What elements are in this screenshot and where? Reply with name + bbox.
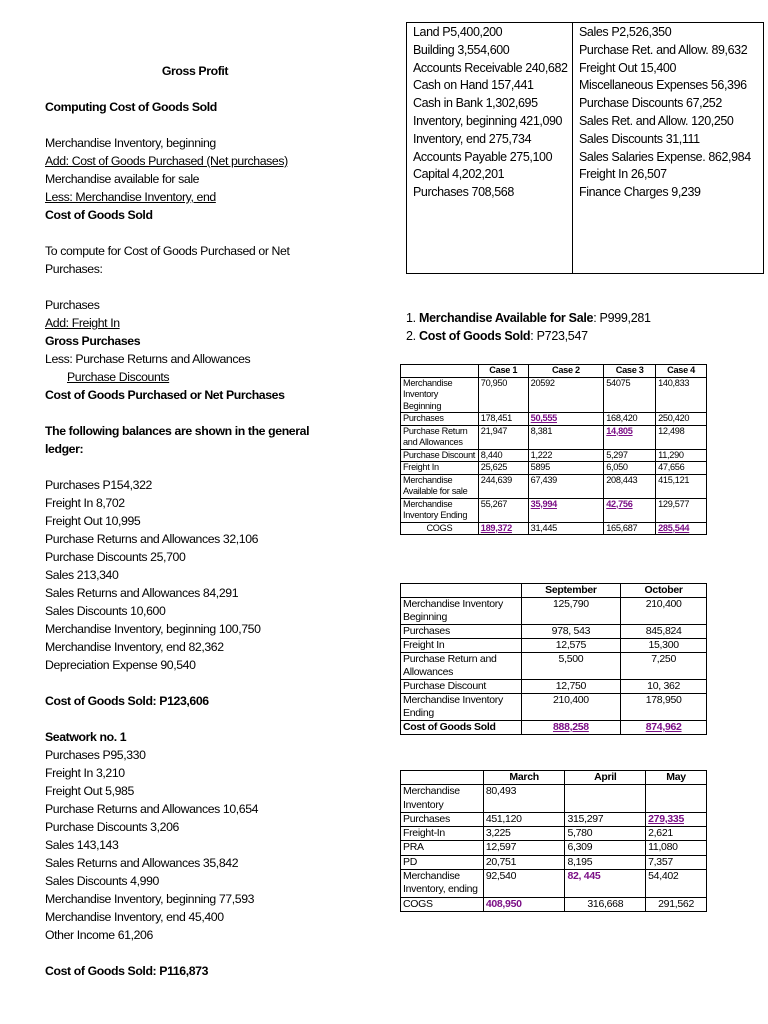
table-cell: 165,687 bbox=[604, 522, 656, 535]
table-cell: 70,950 bbox=[478, 377, 528, 413]
formula-line: Add: Freight In bbox=[45, 316, 120, 330]
row-label: Merchandise Inventory Beginning bbox=[401, 598, 522, 625]
table-header bbox=[401, 365, 479, 378]
table-cell: 451,120 bbox=[483, 812, 565, 826]
row-label: Freight In bbox=[401, 462, 479, 475]
ledger-item: Land P5,400,200 bbox=[413, 25, 503, 39]
table-cell: 178,451 bbox=[478, 413, 528, 426]
spring-months-table bbox=[400, 770, 707, 912]
answer-cell: 189,372 bbox=[478, 522, 528, 535]
table-cell: 845,824 bbox=[621, 625, 707, 639]
table-header: September bbox=[521, 584, 621, 598]
table-row bbox=[401, 498, 707, 522]
row-label: Purchase Return and Allowances bbox=[401, 653, 522, 680]
answer-line bbox=[406, 309, 651, 327]
table-header-row bbox=[401, 365, 707, 378]
row-label: Merchandise Available for sale bbox=[401, 474, 479, 498]
table-cell: 125,790 bbox=[521, 598, 621, 625]
cases-table bbox=[400, 364, 707, 535]
table-row bbox=[401, 827, 707, 841]
table-cell: 8,381 bbox=[528, 425, 604, 449]
balance-line: Sales 213,340 bbox=[45, 568, 119, 582]
table-cell: 54075 bbox=[604, 377, 656, 413]
ledger-item: Freight Out 15,400 bbox=[579, 60, 677, 75]
table-cell: 316,668 bbox=[565, 897, 646, 911]
table-cell: 5,780 bbox=[565, 827, 646, 841]
row-label: PD bbox=[401, 855, 484, 869]
balance-line: Merchandise Inventory, end 82,362 bbox=[45, 640, 224, 654]
answer-number: 1. bbox=[406, 311, 416, 325]
months-table bbox=[400, 583, 707, 735]
balance-line: Purchase Returns and Allowances 32,106 bbox=[45, 532, 259, 546]
answer-cell: 279,335 bbox=[646, 812, 707, 826]
table-cell: 8,195 bbox=[565, 855, 646, 869]
balance-line: Purchases P95,330 bbox=[45, 748, 146, 762]
ledger-item: Inventory, end 275,734 bbox=[413, 131, 532, 146]
balance-line: Sales Discounts 4,990 bbox=[45, 874, 159, 888]
table-cell: 129,577 bbox=[656, 498, 707, 522]
table-cell: 7,357 bbox=[646, 855, 707, 869]
answer-cell: 285,544 bbox=[656, 522, 707, 535]
balance-line: Sales 143,143 bbox=[45, 838, 119, 852]
ledger-column-2 bbox=[579, 24, 759, 202]
net-purchases-intro: To compute for Cost of Goods Purchased or Net Purchases: bbox=[45, 244, 290, 276]
ledger-item: Accounts Receivable 240,682 bbox=[413, 60, 568, 75]
table-cell: 15,300 bbox=[621, 639, 707, 653]
table-row bbox=[401, 639, 707, 653]
table-header: May bbox=[646, 771, 707, 785]
table-header: Case 1 bbox=[478, 365, 528, 378]
ledger-item: Capital 4,202,201 bbox=[413, 167, 505, 182]
ledger-column-1 bbox=[413, 24, 573, 202]
table-cell: 12,750 bbox=[521, 680, 621, 694]
table-cell: 92,540 bbox=[483, 870, 565, 898]
example-answer: Cost of Goods Sold: P123,606 bbox=[45, 694, 209, 708]
balance-line: Other Income 61,206 bbox=[45, 928, 153, 942]
table-cell bbox=[565, 785, 646, 813]
table-row bbox=[401, 625, 707, 639]
row-label: Freight In bbox=[401, 639, 522, 653]
balance-line: Freight In 3,210 bbox=[45, 766, 125, 780]
table-cell: 978, 543 bbox=[521, 625, 621, 639]
ledger-item: Purchase Ret. and Allow. 89,632 bbox=[579, 42, 748, 57]
table-cell: 5,500 bbox=[521, 653, 621, 680]
balance-line: Merchandise Inventory, beginning 100,750 bbox=[45, 622, 261, 636]
row-label: Merchandise Inventory Ending bbox=[401, 694, 522, 721]
table-row bbox=[401, 653, 707, 680]
row-label: PRA bbox=[401, 841, 484, 855]
balance-line: Depreciation Expense 90,540 bbox=[45, 658, 196, 672]
table-row bbox=[401, 855, 707, 869]
balance-line: Freight Out 5,985 bbox=[45, 784, 134, 798]
answer-value: : P999,281 bbox=[593, 311, 651, 325]
table-cell: 415,121 bbox=[656, 474, 707, 498]
table-cell: 12,575 bbox=[521, 639, 621, 653]
ledger-answers bbox=[406, 309, 651, 345]
balance-line: Merchandise Inventory, end 45,400 bbox=[45, 910, 224, 924]
answer-cell: 888,258 bbox=[521, 721, 621, 735]
ledger-item: Cash in Bank 1,302,695 bbox=[413, 96, 538, 111]
table-row bbox=[401, 425, 707, 449]
ledger-item: Inventory, beginning 421,090 bbox=[413, 113, 563, 128]
table-header-row bbox=[401, 771, 707, 785]
table-cell: 3,225 bbox=[483, 827, 565, 841]
answer-cell: 35,994 bbox=[528, 498, 604, 522]
section-heading: Computing Cost of Goods Sold bbox=[45, 100, 217, 114]
table-cell: 80,493 bbox=[483, 785, 565, 813]
table-row bbox=[401, 721, 707, 735]
table-cell: 2,621 bbox=[646, 827, 707, 841]
table-row bbox=[401, 680, 707, 694]
formula-line: Merchandise available for sale bbox=[45, 172, 200, 186]
answer-cell: 408,950 bbox=[483, 897, 565, 911]
row-label: Merchandise Inventory bbox=[401, 785, 484, 813]
balance-line: Purchase Returns and Allowances 10,654 bbox=[45, 802, 259, 816]
ledger-item: Cash on Hand 157,441 bbox=[413, 78, 534, 93]
ledger-item: Sales Ret. and Allow. 120,250 bbox=[579, 113, 734, 128]
table-cell bbox=[646, 785, 707, 813]
table-header-row bbox=[401, 584, 707, 598]
balance-line: Sales Returns and Allowances 35,842 bbox=[45, 856, 239, 870]
row-label: Purchases bbox=[401, 812, 484, 826]
table-cell: 250,420 bbox=[656, 413, 707, 426]
table-row bbox=[401, 812, 707, 826]
table-cell: 208,443 bbox=[604, 474, 656, 498]
answer-label: Cost of Goods Sold bbox=[419, 329, 531, 343]
row-label: Purchases bbox=[401, 413, 479, 426]
row-label: Merchandise Inventory Beginning bbox=[401, 377, 479, 413]
answer-line bbox=[406, 327, 651, 345]
table-row bbox=[401, 785, 707, 813]
formula-line: Purchases bbox=[45, 298, 100, 312]
table-cell: 6,309 bbox=[565, 841, 646, 855]
answer-cell: 14,805 bbox=[604, 425, 656, 449]
table-row bbox=[401, 449, 707, 462]
page-title: Gross Profit bbox=[161, 64, 229, 78]
formula-line: Merchandise Inventory, beginning bbox=[45, 136, 216, 150]
row-label: Purchase Discount bbox=[401, 680, 522, 694]
answer-cell: 42,756 bbox=[604, 498, 656, 522]
answer-cell: 50,555 bbox=[528, 413, 604, 426]
ledger-item: Finance Charges 9,239 bbox=[579, 185, 701, 200]
seatwork-title: Seatwork no. 1 bbox=[45, 730, 127, 744]
ledger-item: Accounts Payable 275,100 bbox=[413, 149, 553, 164]
formula-line: Gross Purchases bbox=[45, 334, 141, 348]
table-row bbox=[401, 897, 707, 911]
ledger-item: Freight In 26,507 bbox=[579, 167, 667, 182]
ledger-item: Sales P2,526,350 bbox=[579, 25, 672, 39]
balance-line: Merchandise Inventory, beginning 77,593 bbox=[45, 892, 255, 906]
table-cell: 210,400 bbox=[621, 598, 707, 625]
table-cell: 244,639 bbox=[478, 474, 528, 498]
row-label: COGS bbox=[401, 522, 479, 535]
formula-line: Purchase Discounts bbox=[67, 370, 170, 384]
table-cell: 25,625 bbox=[478, 462, 528, 475]
table-header: Case 3 bbox=[604, 365, 656, 378]
table-cell: 168,420 bbox=[604, 413, 656, 426]
table-row bbox=[401, 474, 707, 498]
balance-line: Purchase Discounts 25,700 bbox=[45, 550, 186, 564]
answer-number: 2. bbox=[406, 329, 416, 343]
table-row bbox=[401, 841, 707, 855]
table-cell: 291,562 bbox=[646, 897, 707, 911]
table-header: October bbox=[621, 584, 707, 598]
table-header: March bbox=[483, 771, 565, 785]
balance-line: Freight In 8,702 bbox=[45, 496, 125, 510]
row-label: Purchases bbox=[401, 625, 522, 639]
table-cell: 12,498 bbox=[656, 425, 707, 449]
table-cell: 20592 bbox=[528, 377, 604, 413]
table-cell: 1,222 bbox=[528, 449, 604, 462]
table-header bbox=[401, 771, 484, 785]
balance-line: Freight Out 10,995 bbox=[45, 514, 141, 528]
table-row bbox=[401, 462, 707, 475]
formula-line: Less: Purchase Returns and Allowances bbox=[45, 352, 251, 366]
table-cell: 5895 bbox=[528, 462, 604, 475]
answer-cell: 874,962 bbox=[621, 721, 707, 735]
seatwork-answer: Cost of Goods Sold: P116,873 bbox=[45, 964, 209, 978]
ledger-item: Miscellaneous Expenses 56,396 bbox=[579, 78, 747, 93]
table-row bbox=[401, 870, 707, 898]
table-cell: 7,250 bbox=[621, 653, 707, 680]
formula-line: Cost of Goods Purchased or Net Purchases bbox=[45, 388, 285, 402]
table-cell: 55,267 bbox=[478, 498, 528, 522]
row-label: Merchandise Inventory, ending bbox=[401, 870, 484, 898]
table-cell: 8,440 bbox=[478, 449, 528, 462]
table-row bbox=[401, 377, 707, 413]
row-label: COGS bbox=[401, 897, 484, 911]
table-cell: 5,297 bbox=[604, 449, 656, 462]
ledger-intro: The following balances are shown in the general ledger: bbox=[45, 424, 310, 456]
row-label: Merchandise Inventory Ending bbox=[401, 498, 479, 522]
ledger-box bbox=[406, 22, 764, 274]
balance-line: Sales Returns and Allowances 84,291 bbox=[45, 586, 239, 600]
table-row bbox=[401, 694, 707, 721]
row-label: Cost of Goods Sold bbox=[401, 721, 522, 735]
table-row bbox=[401, 413, 707, 426]
row-label: Purchase Discount bbox=[401, 449, 479, 462]
table-header: April bbox=[565, 771, 646, 785]
table-cell: 11,290 bbox=[656, 449, 707, 462]
formula-line: Cost of Goods Sold bbox=[45, 208, 153, 222]
formula-line: Add: Cost of Goods Purchased (Net purchases) bbox=[45, 154, 288, 168]
table-cell: 11,080 bbox=[646, 841, 707, 855]
table-cell: 54,402 bbox=[646, 870, 707, 898]
table-cell: 6,050 bbox=[604, 462, 656, 475]
table-cell: 12,597 bbox=[483, 841, 565, 855]
table-cell: 21,947 bbox=[478, 425, 528, 449]
balance-line: Sales Discounts 10,600 bbox=[45, 604, 166, 618]
example-balances bbox=[45, 476, 345, 674]
table-cell: 315,297 bbox=[565, 812, 646, 826]
table-cell: 31,445 bbox=[528, 522, 604, 535]
answer-value: : P723,547 bbox=[530, 329, 588, 343]
row-label: Freight-In bbox=[401, 827, 484, 841]
ledger-item: Purchases 708,568 bbox=[413, 185, 514, 200]
table-cell: 10, 362 bbox=[621, 680, 707, 694]
ledger-item: Purchase Discounts 67,252 bbox=[579, 96, 722, 111]
row-label: Purchase Return and Allowances bbox=[401, 425, 479, 449]
table-cell: 210,400 bbox=[521, 694, 621, 721]
seatwork-balances bbox=[45, 746, 345, 944]
table-cell: 20,751 bbox=[483, 855, 565, 869]
ledger-item: Sales Salaries Expense. 862,984 bbox=[579, 149, 751, 164]
balance-line: Purchase Discounts 3,206 bbox=[45, 820, 179, 834]
balance-line: Purchases P154,322 bbox=[45, 478, 152, 492]
table-header bbox=[401, 584, 522, 598]
ledger-item: Building 3,554,600 bbox=[413, 42, 510, 57]
table-cell: 140,833 bbox=[656, 377, 707, 413]
left-column bbox=[45, 62, 345, 980]
table-cell: 67,439 bbox=[528, 474, 604, 498]
ledger-item: Sales Discounts 31,111 bbox=[579, 131, 700, 146]
table-row bbox=[401, 598, 707, 625]
answer-label: Merchandise Available for Sale bbox=[419, 311, 594, 325]
table-header: Case 4 bbox=[656, 365, 707, 378]
table-row bbox=[401, 522, 707, 535]
table-cell: 47,656 bbox=[656, 462, 707, 475]
table-header: Case 2 bbox=[528, 365, 604, 378]
formula-line: Less: Merchandise Inventory, end bbox=[45, 190, 216, 204]
answer-cell: 82, 445 bbox=[565, 870, 646, 898]
table-cell: 178,950 bbox=[621, 694, 707, 721]
